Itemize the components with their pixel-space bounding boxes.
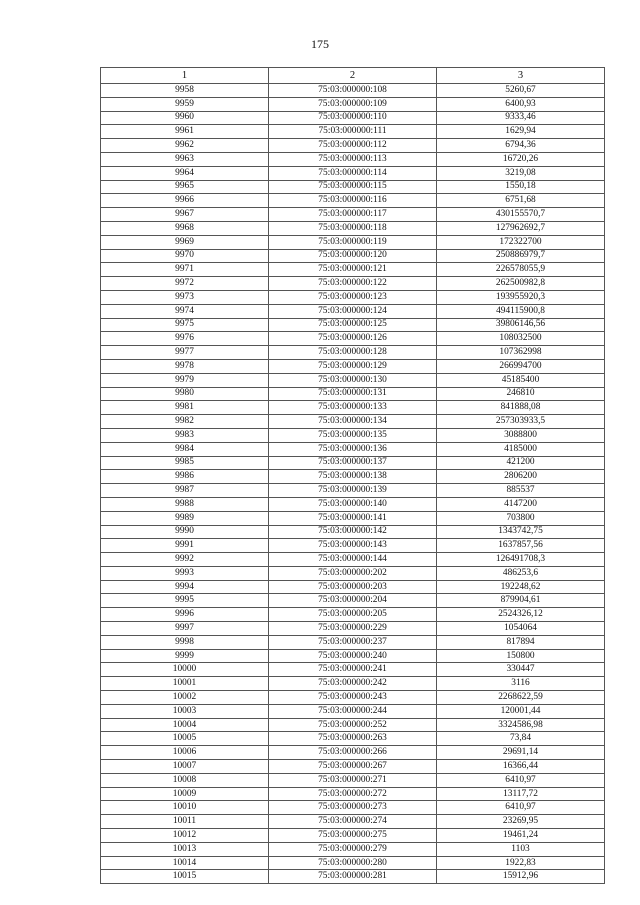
row-number-cell: 9980	[101, 387, 269, 401]
column-header-1: 1	[101, 68, 269, 84]
row-number-cell: 9996	[101, 608, 269, 622]
cadastral-number-cell: 75:03:000000:131	[269, 387, 437, 401]
table-row	[101, 608, 605, 622]
cadastral-number-cell: 75:03:000000:128	[269, 346, 437, 360]
row-number-cell: 9962	[101, 139, 269, 153]
table-row	[101, 346, 605, 360]
row-number-cell: 9983	[101, 428, 269, 442]
cadastral-number-cell: 75:03:000000:203	[269, 580, 437, 594]
cadastral-number-cell: 75:03:000000:229	[269, 622, 437, 636]
row-number-cell: 9973	[101, 290, 269, 304]
cadastral-number-cell: 75:03:000000:126	[269, 332, 437, 346]
row-number-cell: 9986	[101, 470, 269, 484]
value-cell: 23269,95	[437, 815, 605, 829]
value-cell: 6751,68	[437, 194, 605, 208]
table-row	[101, 428, 605, 442]
value-cell: 879904,61	[437, 594, 605, 608]
table-row	[101, 760, 605, 774]
cadastral-number-cell: 75:03:000000:139	[269, 484, 437, 498]
cadastral-number-cell: 75:03:000000:130	[269, 373, 437, 387]
cadastral-number-cell: 75:03:000000:272	[269, 787, 437, 801]
cadastral-number-cell: 75:03:000000:243	[269, 691, 437, 705]
value-cell: 15912,96	[437, 870, 605, 884]
table-row	[101, 249, 605, 263]
value-cell: 262500982,8	[437, 277, 605, 291]
row-number-cell: 10011	[101, 815, 269, 829]
row-number-cell: 9974	[101, 304, 269, 318]
row-number-cell: 9987	[101, 484, 269, 498]
row-number-cell: 9969	[101, 235, 269, 249]
table-row	[101, 511, 605, 525]
table-row	[101, 111, 605, 125]
value-cell: 4185000	[437, 442, 605, 456]
table-row	[101, 152, 605, 166]
table-row	[101, 773, 605, 787]
row-number-cell: 10014	[101, 856, 269, 870]
value-cell: 73,84	[437, 732, 605, 746]
row-number-cell: 9979	[101, 373, 269, 387]
table-row	[101, 663, 605, 677]
table-row	[101, 318, 605, 332]
row-number-cell: 9982	[101, 415, 269, 429]
row-number-cell: 9989	[101, 511, 269, 525]
cadastral-number-cell: 75:03:000000:266	[269, 746, 437, 760]
table-row	[101, 359, 605, 373]
row-number-cell: 9960	[101, 111, 269, 125]
table-row	[101, 304, 605, 318]
value-cell: 127962692,7	[437, 221, 605, 235]
table-row	[101, 84, 605, 98]
value-cell: 226578055,9	[437, 263, 605, 277]
data-table	[100, 67, 605, 884]
cadastral-number-cell: 75:03:000000:134	[269, 415, 437, 429]
cadastral-number-cell: 75:03:000000:109	[269, 97, 437, 111]
value-cell: 1922,83	[437, 856, 605, 870]
row-number-cell: 9990	[101, 525, 269, 539]
value-cell: 885537	[437, 484, 605, 498]
cadastral-number-cell: 75:03:000000:114	[269, 166, 437, 180]
column-header-3: 3	[437, 68, 605, 84]
column-header-2: 2	[269, 68, 437, 84]
table-row	[101, 401, 605, 415]
table-row	[101, 649, 605, 663]
row-number-cell: 10006	[101, 746, 269, 760]
row-number-cell: 9981	[101, 401, 269, 415]
cadastral-number-cell: 75:03:000000:117	[269, 208, 437, 222]
value-cell: 120001,44	[437, 704, 605, 718]
row-number-cell: 9991	[101, 539, 269, 553]
value-cell: 150800	[437, 649, 605, 663]
row-number-cell: 10005	[101, 732, 269, 746]
cadastral-number-cell: 75:03:000000:122	[269, 277, 437, 291]
cadastral-number-cell: 75:03:000000:129	[269, 359, 437, 373]
table-row	[101, 815, 605, 829]
cadastral-number-cell: 75:03:000000:136	[269, 442, 437, 456]
value-cell: 257303933,5	[437, 415, 605, 429]
cadastral-number-cell: 75:03:000000:123	[269, 290, 437, 304]
table-row	[101, 691, 605, 705]
row-number-cell: 10010	[101, 801, 269, 815]
row-number-cell: 9992	[101, 553, 269, 567]
cadastral-number-cell: 75:03:000000:113	[269, 152, 437, 166]
table-row	[101, 732, 605, 746]
table-row	[101, 801, 605, 815]
row-number-cell: 9997	[101, 622, 269, 636]
value-cell: 246810	[437, 387, 605, 401]
value-cell: 494115900,8	[437, 304, 605, 318]
cadastral-number-cell: 75:03:000000:241	[269, 663, 437, 677]
table-row	[101, 497, 605, 511]
value-cell: 250886979,7	[437, 249, 605, 263]
value-cell: 3324586,98	[437, 718, 605, 732]
cadastral-number-cell: 75:03:000000:141	[269, 511, 437, 525]
header-row	[101, 68, 605, 84]
value-cell: 1054064	[437, 622, 605, 636]
cadastral-number-cell: 75:03:000000:119	[269, 235, 437, 249]
cadastral-number-cell: 75:03:000000:138	[269, 470, 437, 484]
value-cell: 16720,26	[437, 152, 605, 166]
cadastral-number-cell: 75:03:000000:124	[269, 304, 437, 318]
cadastral-number-cell: 75:03:000000:112	[269, 139, 437, 153]
cadastral-number-cell: 75:03:000000:240	[269, 649, 437, 663]
row-number-cell: 9965	[101, 180, 269, 194]
value-cell: 3116	[437, 677, 605, 691]
value-cell: 4147200	[437, 497, 605, 511]
row-number-cell: 9967	[101, 208, 269, 222]
table-row	[101, 525, 605, 539]
table-row	[101, 373, 605, 387]
cadastral-number-cell: 75:03:000000:111	[269, 125, 437, 139]
value-cell: 1637857,56	[437, 539, 605, 553]
value-cell: 192248,62	[437, 580, 605, 594]
row-number-cell: 9978	[101, 359, 269, 373]
value-cell: 6794,36	[437, 139, 605, 153]
cadastral-number-cell: 75:03:000000:135	[269, 428, 437, 442]
cadastral-number-cell: 75:03:000000:137	[269, 456, 437, 470]
table-row	[101, 415, 605, 429]
row-number-cell: 9970	[101, 249, 269, 263]
table-row	[101, 470, 605, 484]
table-row	[101, 208, 605, 222]
table-row	[101, 829, 605, 843]
cadastral-number-cell: 75:03:000000:205	[269, 608, 437, 622]
value-cell: 430155570,7	[437, 208, 605, 222]
table-row	[101, 484, 605, 498]
cadastral-number-cell: 75:03:000000:120	[269, 249, 437, 263]
row-number-cell: 9963	[101, 152, 269, 166]
table-row	[101, 442, 605, 456]
table-row	[101, 553, 605, 567]
value-cell: 108032500	[437, 332, 605, 346]
table-row	[101, 290, 605, 304]
table-row	[101, 594, 605, 608]
cadastral-number-cell: 75:03:000000:144	[269, 553, 437, 567]
cadastral-number-cell: 75:03:000000:140	[269, 497, 437, 511]
table-row	[101, 718, 605, 732]
table-row	[101, 622, 605, 636]
row-number-cell: 9968	[101, 221, 269, 235]
table-row	[101, 539, 605, 553]
row-number-cell: 9964	[101, 166, 269, 180]
row-number-cell: 10009	[101, 787, 269, 801]
value-cell: 29691,14	[437, 746, 605, 760]
value-cell: 172322700	[437, 235, 605, 249]
cadastral-number-cell: 75:03:000000:204	[269, 594, 437, 608]
row-number-cell: 9959	[101, 97, 269, 111]
cadastral-number-cell: 75:03:000000:252	[269, 718, 437, 732]
table-row	[101, 842, 605, 856]
table-row	[101, 387, 605, 401]
table-row	[101, 704, 605, 718]
value-cell: 817894	[437, 635, 605, 649]
value-cell: 19461,24	[437, 829, 605, 843]
table-row	[101, 746, 605, 760]
value-cell: 703800	[437, 511, 605, 525]
cadastral-number-cell: 75:03:000000:280	[269, 856, 437, 870]
cadastral-number-cell: 75:03:000000:242	[269, 677, 437, 691]
cadastral-number-cell: 75:03:000000:142	[269, 525, 437, 539]
value-cell: 1103	[437, 842, 605, 856]
table-row	[101, 456, 605, 470]
table-row	[101, 787, 605, 801]
table-row	[101, 635, 605, 649]
table-row	[101, 332, 605, 346]
value-cell: 39806146,56	[437, 318, 605, 332]
table-row	[101, 125, 605, 139]
row-number-cell: 9999	[101, 649, 269, 663]
cadastral-number-cell: 75:03:000000:267	[269, 760, 437, 774]
value-cell: 6410,97	[437, 773, 605, 787]
table-row	[101, 235, 605, 249]
cadastral-number-cell: 75:03:000000:133	[269, 401, 437, 415]
table-row	[101, 870, 605, 884]
row-number-cell: 10008	[101, 773, 269, 787]
value-cell: 486253,6	[437, 566, 605, 580]
value-cell: 841888,08	[437, 401, 605, 415]
table-header	[101, 68, 605, 84]
value-cell: 266994700	[437, 359, 605, 373]
row-number-cell: 9994	[101, 580, 269, 594]
value-cell: 421200	[437, 456, 605, 470]
value-cell: 6400,93	[437, 97, 605, 111]
value-cell: 2268622,59	[437, 691, 605, 705]
cadastral-number-cell: 75:03:000000:263	[269, 732, 437, 746]
cadastral-number-cell: 75:03:000000:143	[269, 539, 437, 553]
table-row	[101, 194, 605, 208]
row-number-cell: 9961	[101, 125, 269, 139]
row-number-cell: 9966	[101, 194, 269, 208]
row-number-cell: 9958	[101, 84, 269, 98]
row-number-cell: 10013	[101, 842, 269, 856]
value-cell: 3088800	[437, 428, 605, 442]
value-cell: 2806200	[437, 470, 605, 484]
value-cell: 5260,67	[437, 84, 605, 98]
value-cell: 107362998	[437, 346, 605, 360]
table-row	[101, 166, 605, 180]
table-row	[101, 139, 605, 153]
cadastral-number-cell: 75:03:000000:237	[269, 635, 437, 649]
row-number-cell: 9993	[101, 566, 269, 580]
cadastral-number-cell: 75:03:000000:244	[269, 704, 437, 718]
cadastral-number-cell: 75:03:000000:116	[269, 194, 437, 208]
value-cell: 13117,72	[437, 787, 605, 801]
row-number-cell: 10003	[101, 704, 269, 718]
cadastral-number-cell: 75:03:000000:121	[269, 263, 437, 277]
row-number-cell: 9998	[101, 635, 269, 649]
cadastral-number-cell: 75:03:000000:110	[269, 111, 437, 125]
row-number-cell: 9985	[101, 456, 269, 470]
cadastral-number-cell: 75:03:000000:108	[269, 84, 437, 98]
table-row	[101, 97, 605, 111]
row-number-cell: 9988	[101, 497, 269, 511]
cadastral-number-cell: 75:03:000000:118	[269, 221, 437, 235]
row-number-cell: 10012	[101, 829, 269, 843]
page-number: 175	[311, 37, 329, 51]
cadastral-number-cell: 75:03:000000:271	[269, 773, 437, 787]
value-cell: 3219,08	[437, 166, 605, 180]
cadastral-number-cell: 75:03:000000:202	[269, 566, 437, 580]
row-number-cell: 9995	[101, 594, 269, 608]
row-number-cell: 10001	[101, 677, 269, 691]
row-number-cell: 10015	[101, 870, 269, 884]
cadastral-number-cell: 75:03:000000:281	[269, 870, 437, 884]
row-number-cell: 10007	[101, 760, 269, 774]
table-row	[101, 580, 605, 594]
table-body	[101, 84, 605, 884]
row-number-cell: 9977	[101, 346, 269, 360]
value-cell: 1343742,75	[437, 525, 605, 539]
row-number-cell: 9976	[101, 332, 269, 346]
value-cell: 9333,46	[437, 111, 605, 125]
row-number-cell: 9984	[101, 442, 269, 456]
row-number-cell: 9975	[101, 318, 269, 332]
table-row	[101, 566, 605, 580]
table-row	[101, 856, 605, 870]
value-cell: 1550,18	[437, 180, 605, 194]
cadastral-number-cell: 75:03:000000:274	[269, 815, 437, 829]
value-cell: 16366,44	[437, 760, 605, 774]
cadastral-number-cell: 75:03:000000:275	[269, 829, 437, 843]
table-row	[101, 677, 605, 691]
value-cell: 6410,97	[437, 801, 605, 815]
value-cell: 1629,94	[437, 125, 605, 139]
row-number-cell: 10004	[101, 718, 269, 732]
cadastral-number-cell: 75:03:000000:279	[269, 842, 437, 856]
value-cell: 45185400	[437, 373, 605, 387]
table-row	[101, 180, 605, 194]
table-row	[101, 221, 605, 235]
value-cell: 126491708,3	[437, 553, 605, 567]
cadastral-number-cell: 75:03:000000:115	[269, 180, 437, 194]
value-cell: 193955920,3	[437, 290, 605, 304]
row-number-cell: 10002	[101, 691, 269, 705]
cadastral-number-cell: 75:03:000000:273	[269, 801, 437, 815]
table-row	[101, 263, 605, 277]
table-row	[101, 277, 605, 291]
cadastral-number-cell: 75:03:000000:125	[269, 318, 437, 332]
value-cell: 2524326,12	[437, 608, 605, 622]
value-cell: 330447	[437, 663, 605, 677]
row-number-cell: 9971	[101, 263, 269, 277]
row-number-cell: 9972	[101, 277, 269, 291]
row-number-cell: 10000	[101, 663, 269, 677]
